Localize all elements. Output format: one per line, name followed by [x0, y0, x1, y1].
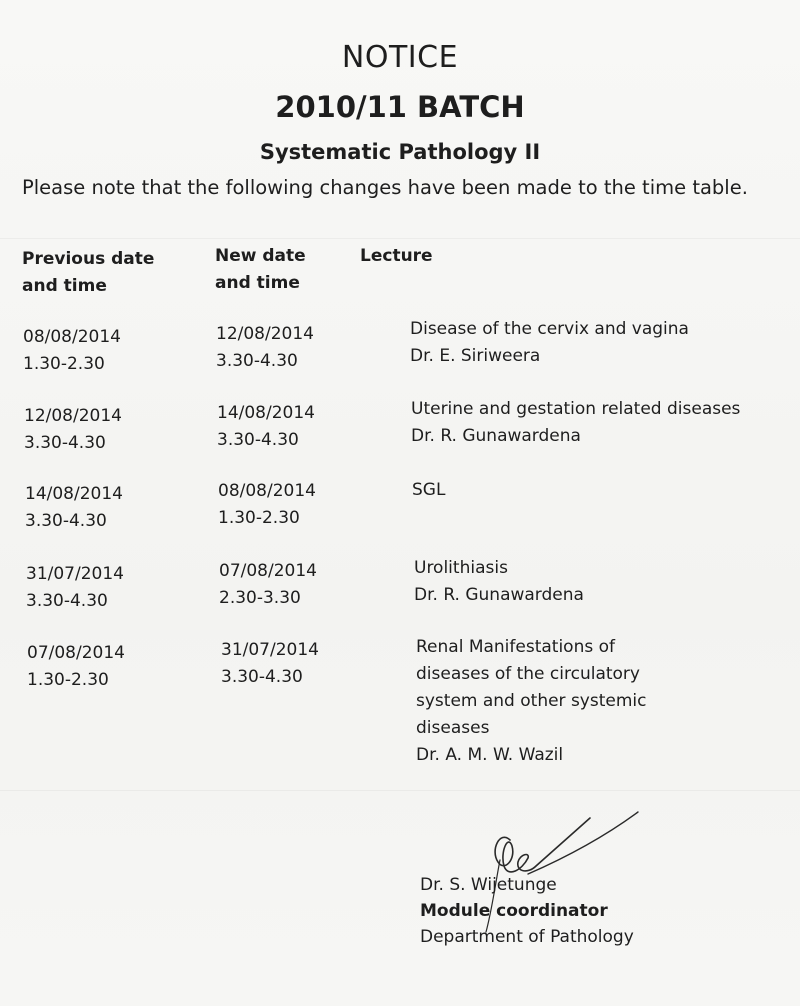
prev-time: 3.30-4.30 — [26, 591, 108, 611]
prev-time: 3.30-4.30 — [24, 433, 106, 453]
paper-crease — [0, 790, 800, 791]
prev-date: 14/08/2014 — [25, 484, 123, 504]
row-new — [218, 478, 316, 532]
row-prev — [26, 561, 124, 615]
header-lecture: Lecture — [360, 246, 433, 266]
lecture-line: Dr. A. M. W. Wazil — [416, 745, 564, 765]
lecture-line: Dr. R. Gunawardena — [414, 585, 584, 605]
new-time: 2.30-3.30 — [219, 588, 301, 608]
lecture-line: Dr. R. Gunawardena — [411, 426, 581, 446]
new-time: 3.30-4.30 — [216, 351, 298, 371]
header-previous-line2: and time — [22, 276, 107, 296]
prev-date: 07/08/2014 — [27, 643, 125, 663]
new-date: 08/08/2014 — [218, 481, 316, 501]
row-prev — [25, 481, 123, 535]
header-new-line2: and time — [215, 273, 300, 293]
signatory-role: Module coordinator — [420, 901, 608, 921]
row-lecture — [411, 396, 740, 450]
lecture-line: Uterine and gestation related diseases — [411, 399, 741, 419]
header-previous-line1: Previous date — [22, 249, 155, 269]
new-time: 3.30-4.30 — [217, 430, 299, 450]
lecture-line: diseases — [416, 718, 490, 738]
row-new — [217, 400, 315, 454]
row-prev — [23, 324, 121, 378]
subject-title: Systematic Pathology II — [259, 140, 541, 164]
new-time: 1.30-2.30 — [218, 508, 300, 528]
prev-date: 12/08/2014 — [24, 406, 122, 426]
prev-time: 1.30-2.30 — [27, 670, 109, 690]
signatory-block — [420, 872, 634, 950]
row-lecture — [414, 555, 584, 609]
lecture-line: Disease of the cervix and vagina — [410, 319, 689, 339]
new-date: 31/07/2014 — [221, 640, 319, 660]
lecture-line: Renal Manifestations of — [416, 637, 616, 657]
header-new-line1: New date — [215, 246, 306, 266]
lecture-line: diseases of the circulatory — [416, 664, 640, 684]
row-new — [221, 637, 319, 691]
new-time: 3.30-4.30 — [221, 667, 303, 687]
new-date: 14/08/2014 — [217, 403, 315, 423]
header-new — [215, 243, 306, 297]
notice-heading: NOTICE — [341, 40, 459, 75]
lecture-line: SGL — [412, 480, 446, 500]
new-date: 07/08/2014 — [219, 561, 317, 581]
intro-text: Please note that the following changes have been made to the time table. — [22, 176, 748, 199]
batch-title: 2010/11 BATCH — [275, 90, 525, 124]
lecture-line: Dr. E. Siriweera — [410, 346, 541, 366]
prev-date: 08/08/2014 — [23, 327, 121, 347]
signatory-name: Dr. S. Wijetunge — [420, 875, 557, 895]
header-previous — [22, 246, 154, 300]
prev-time: 1.30-2.30 — [23, 354, 105, 374]
lecture-line: Urolithiasis — [414, 558, 508, 578]
row-prev — [24, 403, 122, 457]
row-lecture — [416, 634, 646, 769]
row-new — [216, 321, 314, 375]
prev-date: 31/07/2014 — [26, 564, 124, 584]
signatory-department: Department of Pathology — [420, 927, 634, 947]
prev-time: 3.30-4.30 — [25, 511, 107, 531]
row-new — [219, 558, 317, 612]
row-lecture — [410, 316, 689, 370]
new-date: 12/08/2014 — [216, 324, 314, 344]
row-prev — [27, 640, 125, 694]
lecture-line: system and other systemic — [416, 691, 647, 711]
row-lecture — [412, 477, 445, 504]
paper-crease — [0, 238, 800, 239]
